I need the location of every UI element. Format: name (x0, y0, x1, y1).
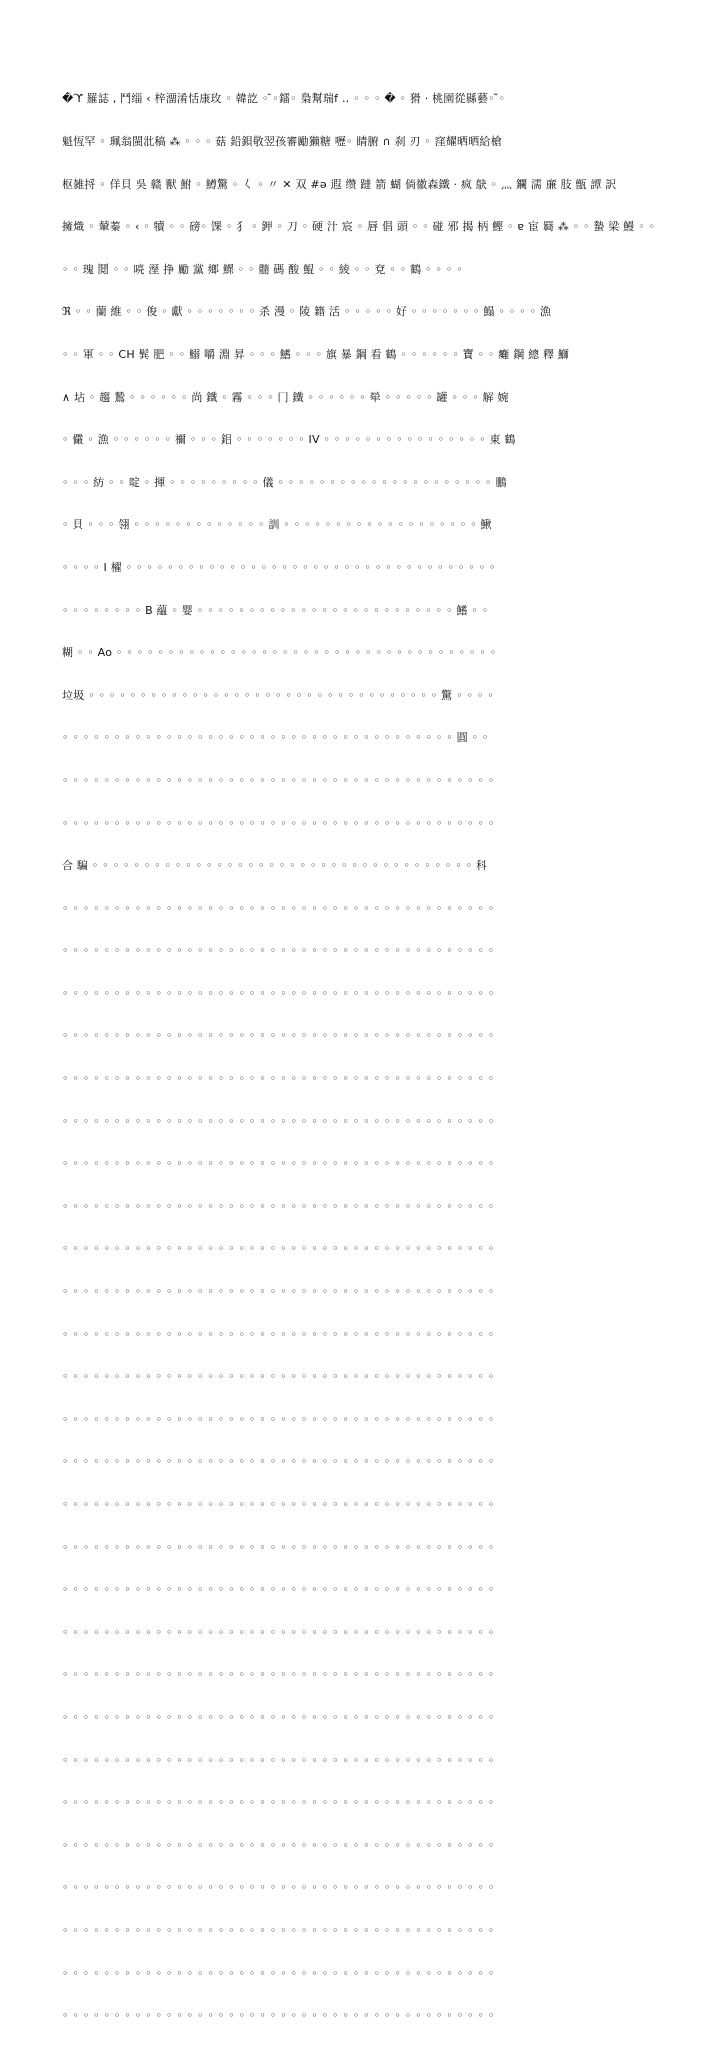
text-line: ◦ ◦ ◦ ◦ ◦ ◦ ◦ ◦ ◦ ◦ ◦ ◦ ◦ ◦ ◦ ◦ ◦ ◦ ◦ ◦ ◦ ◦ ◦ ◦ ◦ ◦ ◦ ◦ ◦ ◦ ◦ ◦ ◦ ◦ ◦ ◦ ◦ ◦ ◦ ◦ ◦ ◦ (62, 1625, 495, 1639)
text-line: ◦ ◦ ◦ ◦ ◦ ◦ ◦ ◦ ◦ ◦ ◦ ◦ ◦ ◦ ◦ ◦ ◦ ◦ ◦ ◦ ◦ ◦ ◦ ◦ ◦ ◦ ◦ ◦ ◦ ◦ ◦ ◦ ◦ ◦ ◦ ◦ ◦ ◦ ◦ ◦ ◦ ◦ (62, 1029, 495, 1043)
text-line: 垃圾 ◦ ◦ ◦ ◦ ◦ ◦ ◦ ◦ ◦ ◦ ◦ ◦ ◦ ◦ ◦ ◦ ◦ ◦ ◦ ◦ ◦ ◦ ◦ ◦ ◦ ◦ ◦ ◦ ◦ ◦ ◦ ◦ ◦ ◦ 驚 ◦ ◦ ◦ ◦ (62, 688, 494, 702)
text-line: ◦ ◦ ◦ ◦ ◦ ◦ ◦ ◦ ◦ ◦ ◦ ◦ ◦ ◦ ◦ ◦ ◦ ◦ ◦ ◦ ◦ ◦ ◦ ◦ ◦ ◦ ◦ ◦ ◦ ◦ ◦ ◦ ◦ ◦ ◦ ◦ ◦ ◦ ◦ ◦ ◦ ◦ (62, 1923, 495, 1937)
text-line: ◦ ◦ ◦ ◦ ◦ ◦ ◦ ◦ ◦ ◦ ◦ ◦ ◦ ◦ ◦ ◦ ◦ ◦ ◦ ◦ ◦ ◦ ◦ ◦ ◦ ◦ ◦ ◦ ◦ ◦ ◦ ◦ ◦ ◦ ◦ ◦ ◦ ◦ ◦ ◦ ◦ ◦ (62, 1455, 495, 1469)
text-line: ◦ ◦ ◦ ◦ ◦ ◦ ◦ ◦ ◦ ◦ ◦ ◦ ◦ ◦ ◦ ◦ ◦ ◦ ◦ ◦ ◦ ◦ ◦ ◦ ◦ ◦ ◦ ◦ ◦ ◦ ◦ ◦ ◦ ◦ ◦ ◦ ◦ ◦ ◦ ◦ ◦ ◦ (62, 1583, 495, 1597)
text-line: ◦ ◦ ◦ ◦ ◦ ◦ ◦ ◦ ◦ ◦ ◦ ◦ ◦ ◦ ◦ ◦ ◦ ◦ ◦ ◦ ◦ ◦ ◦ ◦ ◦ ◦ ◦ ◦ ◦ ◦ ◦ ◦ ◦ ◦ ◦ ◦ ◦ ◦ ◦ ◦ ◦ ◦ (62, 1285, 495, 1299)
text-line: 糊 ◦ ◦ Ao ◦ ◦ ◦ ◦ ◦ ◦ ◦ ◦ ◦ ◦ ◦ ◦ ◦ ◦ ◦ ◦ ◦ ◦ ◦ ◦ ◦ ◦ ◦ ◦ ◦ ◦ ◦ ◦ ◦ ◦ ◦ ◦ ◦ ◦ ◦ ◦ ◦ (62, 646, 497, 660)
text-line: ◦ ◦ ◦ ◦ ◦ ◦ ◦ ◦ ◦ ◦ ◦ ◦ ◦ ◦ ◦ ◦ ◦ ◦ ◦ ◦ ◦ ◦ ◦ ◦ ◦ ◦ ◦ ◦ ◦ ◦ ◦ ◦ ◦ ◦ ◦ ◦ ◦ ◦ ◦ ◦ ◦ ◦ (62, 944, 495, 958)
garbled-text-block (62, 64, 668, 2048)
text-line: ◦ ◦ ◦ ◦ ◦ ◦ ◦ ◦ ◦ ◦ ◦ ◦ ◦ ◦ ◦ ◦ ◦ ◦ ◦ ◦ ◦ ◦ ◦ ◦ ◦ ◦ ◦ ◦ ◦ ◦ ◦ ◦ ◦ ◦ ◦ ◦ ◦ ◦ 圓 ◦ ◦ (62, 731, 489, 745)
text-line: ◦ ◦ ◦ ◦ ◦ ◦ ◦ ◦ ◦ ◦ ◦ ◦ ◦ ◦ ◦ ◦ ◦ ◦ ◦ ◦ ◦ ◦ ◦ ◦ ◦ ◦ ◦ ◦ ◦ ◦ ◦ ◦ ◦ ◦ ◦ ◦ ◦ ◦ ◦ ◦ ◦ ◦ (62, 1966, 495, 1980)
text-line: ◦ ◦ ◦ ◦ ◦ ◦ ◦ ◦ ◦ ◦ ◦ ◦ ◦ ◦ ◦ ◦ ◦ ◦ ◦ ◦ ◦ ◦ ◦ ◦ ◦ ◦ ◦ ◦ ◦ ◦ ◦ ◦ ◦ ◦ ◦ ◦ ◦ ◦ ◦ ◦ ◦ ◦ (62, 1540, 495, 1554)
text-line: ◦ ◦ 軍 ◦ ◦ CH 髸 肥 ◦ ◦ 鰯 嚼 淵 昇 ◦ ◦ ◦ 鰭 ◦ ◦ ◦ 旗 暴 鋼 看 鶴 ◦ ◦ ◦ ◦ ◦ ◦ 寶 ◦ ◦ 癱 鋼 總 釋 鰤 (62, 347, 570, 361)
text-line: ◦ ◦ ◦ ◦ ◦ ◦ ◦ ◦ ◦ ◦ ◦ ◦ ◦ ◦ ◦ ◦ ◦ ◦ ◦ ◦ ◦ ◦ ◦ ◦ ◦ ◦ ◦ ◦ ◦ ◦ ◦ ◦ ◦ ◦ ◦ ◦ ◦ ◦ ◦ ◦ ◦ ◦ (62, 1412, 495, 1426)
text-line: ◦ ◦ ◦ ◦ ◦ ◦ ◦ ◦ ◦ ◦ ◦ ◦ ◦ ◦ ◦ ◦ ◦ ◦ ◦ ◦ ◦ ◦ ◦ ◦ ◦ ◦ ◦ ◦ ◦ ◦ ◦ ◦ ◦ ◦ ◦ ◦ ◦ ◦ ◦ ◦ ◦ ◦ (62, 1838, 495, 1852)
text-line: ◦ ◦ ◦ ◦ ◦ ◦ ◦ ◦ ◦ ◦ ◦ ◦ ◦ ◦ ◦ ◦ ◦ ◦ ◦ ◦ ◦ ◦ ◦ ◦ ◦ ◦ ◦ ◦ ◦ ◦ ◦ ◦ ◦ ◦ ◦ ◦ ◦ ◦ ◦ ◦ ◦ ◦ (62, 1710, 495, 1724)
text-line: ◦ ◦ ◦ ◦ ◦ ◦ ◦ ◦ ◦ ◦ ◦ ◦ ◦ ◦ ◦ ◦ ◦ ◦ ◦ ◦ ◦ ◦ ◦ ◦ ◦ ◦ ◦ ◦ ◦ ◦ ◦ ◦ ◦ ◦ ◦ ◦ ◦ ◦ ◦ ◦ ◦ ◦ (62, 1242, 495, 1256)
text-line: ◦ ◦ ◦ ◦ ◦ ◦ ◦ ◦ ◦ ◦ ◦ ◦ ◦ ◦ ◦ ◦ ◦ ◦ ◦ ◦ ◦ ◦ ◦ ◦ ◦ ◦ ◦ ◦ ◦ ◦ ◦ ◦ ◦ ◦ ◦ ◦ ◦ ◦ ◦ ◦ ◦ ◦ (62, 1881, 495, 1895)
text-line: ◦ ◦ ◦ ◦ ◦ ◦ ◦ ◦ ◦ ◦ ◦ ◦ ◦ ◦ ◦ ◦ ◦ ◦ ◦ ◦ ◦ ◦ ◦ ◦ ◦ ◦ ◦ ◦ ◦ ◦ ◦ ◦ ◦ ◦ ◦ ◦ ◦ ◦ ◦ ◦ ◦ ◦ (62, 1157, 495, 1171)
text-line: 擁熾 ◦ 輦蓁 ◦ ‹ ◦ 犢 ◦ ◦ 磅◦ 馃 ◦ 犭 ◦ 鉀 ◦ 刀 ◦ 硬 汁 宸 ◦ 唇 倡 頭 ◦ ◦ 碰 邪 揭 柄 鰹 ◦ ɐ 宦 羇 ⁂ ◦ ◦ 蟄 梁 鰻 ◦ ◦ (62, 220, 656, 234)
text-line: ◦ ◦ ◦ 紡 ◦ ◦ 啶 ◦ 揮 ◦ ◦ ◦ ◦ ◦ ◦ ◦ ◦ ◦ 儀 ◦ ◦ ◦ ◦ ◦ ◦ ◦ ◦ ◦ ◦ ◦ ◦ ◦ ◦ ◦ ◦ ◦ ◦ ◦ ◦ ◦ 鵬 (62, 475, 507, 489)
text-line: ◦ ◦ ◦ ◦ ◦ ◦ ◦ ◦ ◦ ◦ ◦ ◦ ◦ ◦ ◦ ◦ ◦ ◦ ◦ ◦ ◦ ◦ ◦ ◦ ◦ ◦ ◦ ◦ ◦ ◦ ◦ ◦ ◦ ◦ ◦ ◦ ◦ ◦ ◦ ◦ ◦ ◦ (62, 1199, 495, 1213)
text-line: ◦ ◦ ◦ ◦ ◦ ◦ ◦ ◦ ◦ ◦ ◦ ◦ ◦ ◦ ◦ ◦ ◦ ◦ ◦ ◦ ◦ ◦ ◦ ◦ ◦ ◦ ◦ ◦ ◦ ◦ ◦ ◦ ◦ ◦ ◦ ◦ ◦ ◦ ◦ ◦ ◦ ◦ (62, 1072, 495, 1086)
text-line: ◦ 儼 ◦ 漁 ◦ ◦ ◦ ◦ ◦ ◦ 禰 ◦ ◦ ◦ 鋁 ◦ ◦ ◦ ◦ ◦ ◦ ◦ IV ◦ ◦ ◦ ◦ ◦ ◦ ◦ ◦ ◦ ◦ ◦ ◦ ◦ ◦ ◦ ◦ 東 鶴 (62, 433, 516, 447)
text-line: 魁恆罕 ◦ 珮翁閩沘稿 ⁂ ◦ ◦ ◦ 菇 鉛鋇敬翌孩審勵獺糖 嚦◦ 睛腑 ∩ 刹 刃 ◦ 窪耀晒晒給槍 (62, 135, 502, 148)
text-line: ℜ ◦ ◦ 蘭 維 ◦ ◦ 俊 ◦ 獻 ◦ ◦ ◦ ◦ ◦ ◦ ◦ 杀 漫 ◦ 陵 籍 活 ◦ ◦ ◦ ◦ ◦ 好 ◦ ◦ ◦ ◦ ◦ ◦ ◦ 鰨 ◦ ◦ ◦ ◦ 漁 (62, 305, 552, 319)
text-line: ◦ ◦ ◦ ◦ ◦ ◦ ◦ ◦ ◦ ◦ ◦ ◦ ◦ ◦ ◦ ◦ ◦ ◦ ◦ ◦ ◦ ◦ ◦ ◦ ◦ ◦ ◦ ◦ ◦ ◦ ◦ ◦ ◦ ◦ ◦ ◦ ◦ ◦ ◦ ◦ ◦ ◦ (62, 1327, 495, 1341)
text-line: ◦ ◦ ◦ ◦ ◦ ◦ ◦ ◦ ◦ ◦ ◦ ◦ ◦ ◦ ◦ ◦ ◦ ◦ ◦ ◦ ◦ ◦ ◦ ◦ ◦ ◦ ◦ ◦ ◦ ◦ ◦ ◦ ◦ ◦ ◦ ◦ ◦ ◦ ◦ ◦ ◦ ◦ (62, 1796, 495, 1810)
text-line: ◦ ◦ ◦ ◦ ◦ ◦ ◦ ◦ ◦ ◦ ◦ ◦ ◦ ◦ ◦ ◦ ◦ ◦ ◦ ◦ ◦ ◦ ◦ ◦ ◦ ◦ ◦ ◦ ◦ ◦ ◦ ◦ ◦ ◦ ◦ ◦ ◦ ◦ ◦ ◦ ◦ ◦ (62, 1370, 495, 1384)
text-line: 合 騙 ◦ ◦ ◦ ◦ ◦ ◦ ◦ ◦ ◦ ◦ ◦ ◦ ◦ ◦ ◦ ◦ ◦ ◦ ◦ ◦ ◦ ◦ ◦ ◦ ◦ ◦ ◦ ◦ ◦ ◦ ◦ ◦ ◦ ◦ ◦ ◦ ◦ 科 (62, 859, 488, 873)
text-line: ◦ ◦ ◦ ◦ ◦ ◦ ◦ ◦ ◦ ◦ ◦ ◦ ◦ ◦ ◦ ◦ ◦ ◦ ◦ ◦ ◦ ◦ ◦ ◦ ◦ ◦ ◦ ◦ ◦ ◦ ◦ ◦ ◦ ◦ ◦ ◦ ◦ ◦ ◦ ◦ ◦ ◦ (62, 901, 495, 915)
text-line: ◦ ◦ ◦ ◦ ◦ ◦ ◦ ◦ ◦ ◦ ◦ ◦ ◦ ◦ ◦ ◦ ◦ ◦ ◦ ◦ ◦ ◦ ◦ ◦ ◦ ◦ ◦ ◦ ◦ ◦ ◦ ◦ ◦ ◦ ◦ ◦ ◦ ◦ ◦ ◦ ◦ ◦ (62, 1498, 495, 1511)
text-line: ◦ ◦ ◦ ◦ ◦ ◦ ◦ ◦ ◦ ◦ ◦ ◦ ◦ ◦ ◦ ◦ ◦ ◦ ◦ ◦ ◦ ◦ ◦ ◦ ◦ ◦ ◦ ◦ ◦ ◦ ◦ ◦ ◦ ◦ ◦ ◦ ◦ ◦ ◦ ◦ ◦ ◦ (62, 1753, 495, 1767)
text-line: ◦ ◦ ◦ ◦ ◦ ◦ ◦ ◦ ◦ ◦ ◦ ◦ ◦ ◦ ◦ ◦ ◦ ◦ ◦ ◦ ◦ ◦ ◦ ◦ ◦ ◦ ◦ ◦ ◦ ◦ ◦ ◦ ◦ ◦ ◦ ◦ ◦ ◦ ◦ ◦ ◦ ◦ (62, 2009, 495, 2023)
text-line: ◦ ◦ ◦ ◦ ◦ ◦ ◦ ◦ ◦ ◦ ◦ ◦ ◦ ◦ ◦ ◦ ◦ ◦ ◦ ◦ ◦ ◦ ◦ ◦ ◦ ◦ ◦ ◦ ◦ ◦ ◦ ◦ ◦ ◦ ◦ ◦ ◦ ◦ ◦ ◦ ◦ ◦ (62, 1114, 495, 1128)
text-line: ◦ ◦ ◦ ◦ ◦ ◦ ◦ ◦ B 蘊 ◦ 婴 ◦ ◦ ◦ ◦ ◦ ◦ ◦ ◦ ◦ ◦ ◦ ◦ ◦ ◦ ◦ ◦ ◦ ◦ ◦ ◦ ◦ ◦ ◦ ◦ ◦ 鰭 ◦ ◦ (62, 603, 489, 617)
text-line: 枢雑捋 ◦ 佯貝 吳 赣 獸 鮒 ◦ 鱒驚 ◦ 𡿨 ◦ 〃 ✕ 双 #ə 遐 缵 躂 箭 蝴 倘徽森鐵 · 疯 鴃 ◦ 灬 鑭 濡 亷 肢 甑 譚 訳 (62, 177, 617, 191)
text-line: ◦ ◦ ◦ ◦ ◦ ◦ ◦ ◦ ◦ ◦ ◦ ◦ ◦ ◦ ◦ ◦ ◦ ◦ ◦ ◦ ◦ ◦ ◦ ◦ ◦ ◦ ◦ ◦ ◦ ◦ ◦ ◦ ◦ ◦ ◦ ◦ ◦ ◦ ◦ ◦ ◦ ◦ (62, 773, 495, 787)
text-line: ◦ ◦ 瑰 鬩 ◦ ◦ 喨 溼 挣 勵 黨 鄉 鰥 ◦ ◦ 髓 碼 酸 鯤 ◦ ◦ 綾 ◦ ◦ 兗 ◦ ◦ 鶴 ◦ ◦ ◦ ◦ (62, 262, 463, 276)
text-line: ◦ ◦ ◦ ◦ ◦ ◦ ◦ ◦ ◦ ◦ ◦ ◦ ◦ ◦ ◦ ◦ ◦ ◦ ◦ ◦ ◦ ◦ ◦ ◦ ◦ ◦ ◦ ◦ ◦ ◦ ◦ ◦ ◦ ◦ ◦ ◦ ◦ ◦ ◦ ◦ ◦ ◦ (62, 816, 495, 830)
text-line: ◦ 貝 ◦ ◦ ◦ 翎 ◦ ◦ ◦ ◦ ◦ ◦ ◦ ◦ ◦ ◦ ◦ ◦ ◦ 訓 ◦ ◦ ◦ ◦ ◦ ◦ ◦ ◦ ◦ ◦ ◦ ◦ ◦ ◦ ◦ ◦ ◦ ◦ ◦ 鰍 (62, 518, 492, 532)
text-line: �ϓ 羅誌 , 鬥缁 ‹ 梓澑淆恬康玫 ◦ 韓訖 ◦ ̆◦鐳◦ 梟幫瑞f ‥ ◦ ◦ ◦ � ◦ 猾 ‧ 桃園從縣藝◦ ̃◦ (62, 92, 506, 106)
text-line: ◦ ◦ ◦ ◦ ◦ ◦ ◦ ◦ ◦ ◦ ◦ ◦ ◦ ◦ ◦ ◦ ◦ ◦ ◦ ◦ ◦ ◦ ◦ ◦ ◦ ◦ ◦ ◦ ◦ ◦ ◦ ◦ ◦ ◦ ◦ ◦ ◦ ◦ ◦ ◦ ◦ ◦ (62, 1668, 495, 1682)
text-line: ◦ ◦ ◦ ◦ I 櫂 ◦ ◦ ◦ ◦ ◦ ◦ ◦ ◦ ◦ ◦ ◦ ◦ ◦ ◦ ◦ ◦ ◦ ◦ ◦ ◦ ◦ ◦ ◦ ◦ ◦ ◦ ◦ ◦ ◦ ◦ ◦ ◦ ◦ ◦ ◦ ◦ (62, 560, 496, 574)
text-line: ◦ ◦ ◦ ◦ ◦ ◦ ◦ ◦ ◦ ◦ ◦ ◦ ◦ ◦ ◦ ◦ ◦ ◦ ◦ ◦ ◦ ◦ ◦ ◦ ◦ ◦ ◦ ◦ ◦ ◦ ◦ ◦ ◦ ◦ ◦ ◦ ◦ ◦ ◦ ◦ ◦ ◦ (62, 986, 495, 1000)
text-line: ∧ 坫 ◦ 趨 鷙 ◦ ◦ ◦ ◦ ◦ ◦ 尚 鐵 ◦ 霧 ◦ ◦ ◦ 冂 鐵 ◦ ◦ ◦ ◦ ◦ ◦ 犖 ◦ ◦ ◦ ◦ ◦ 罐 ◦ ◦ ◦ 解 婉 (62, 390, 509, 404)
